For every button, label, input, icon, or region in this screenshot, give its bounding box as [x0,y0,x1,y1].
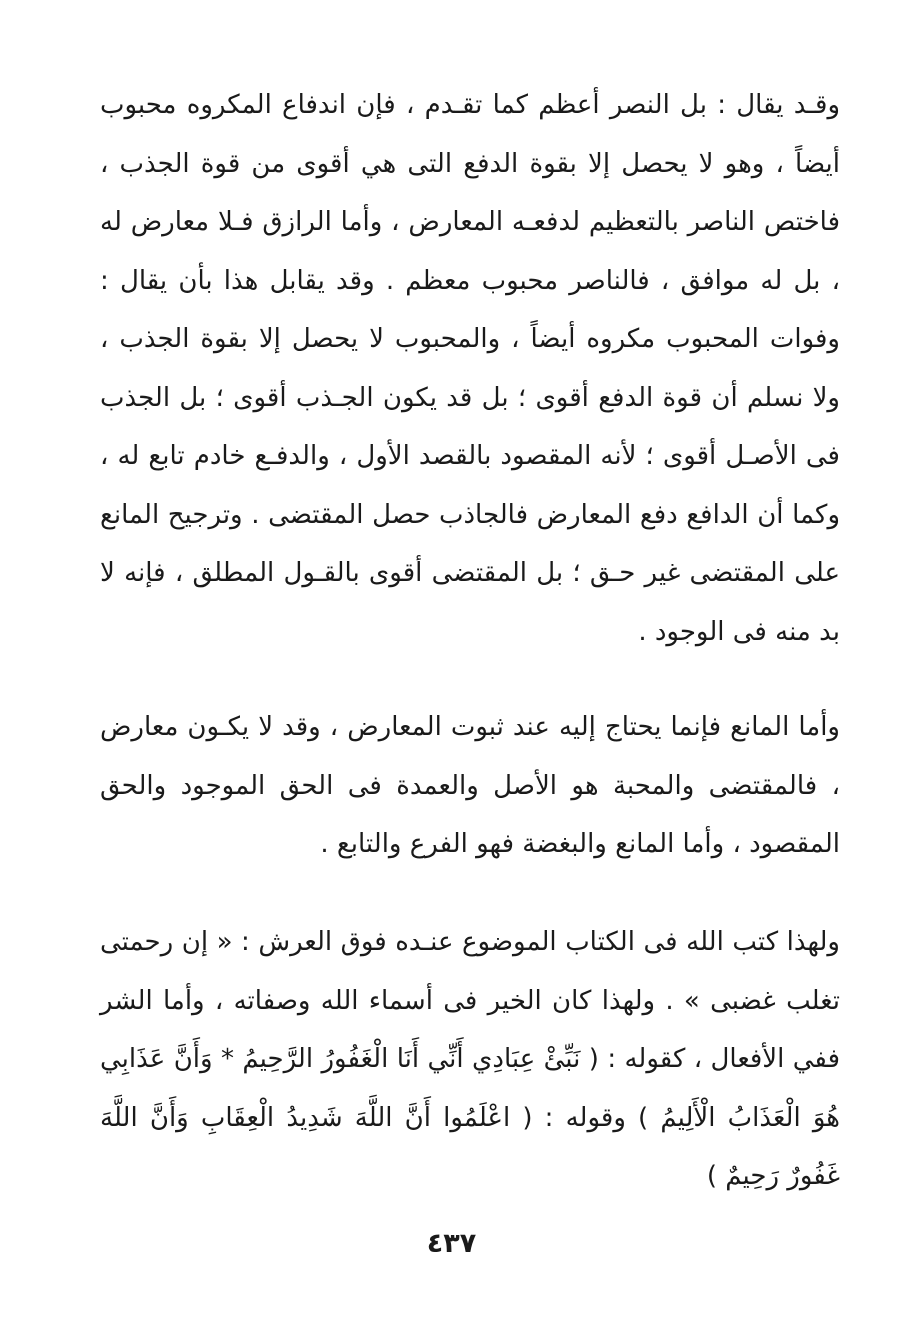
paragraph-1: وقـد يقال : بل النصر أعظم كما تقـدم ، فإن اندفاع المكروه محبوب أيضاً ، وهو لا يحصل إلا بقوة الدفع التى هي أقوى من قوة الجذب ، فاختص الناصر بالتعظيم لدفعـه المعارض ، وأما الرازق فـلا معارض له ، بل له موافق ، فالناصر محبوب معظم . وقد يقابل هذا بأن يقال : وفوات المحبوب مكروه أيضاً ، والمحبوب لا يحصل إلا بقوة الجذب ، ولا نسلم أن قوة الدفع أقوى ؛ بل قد يكون الجـذب أقوى ؛ بل الجذب فى الأصـل أقوى ؛ لأنه المقصود بالقصد الأول ، والدفـع خادم تابع له ، وكما أن الدافع دفع المعارض فالجاذب حصل المقتضى . وترجيح المانع على المقتضى غير حـق ؛ بل المقتضى أقوى بالقـول المطلق ، فإنه لا بد منه فى الوجود . [100,90,840,647]
paragraph-3: ولهذا كتب الله فى الكتاب الموضوع عنـده فوق العرش : « إن رحمتى تغلب غضبى » . ولهذا كان الخير فى أسماء الله وصفاته ، وأما الشر ففي الأفعال ، كقوله : ( نَبِّئْ عِبَادِي أَنِّي أَنَا الْغَفُورُ الرَّحِيمُ * وَأَنَّ عَذَابِي هُوَ الْعَذَابُ الْأَلِيمُ ) وقوله : ( اعْلَمُوا أَنَّ اللَّهَ شَدِيدُ الْعِقَابِ وَأَنَّ اللَّهَ غَفُورٌ رَحِيمٌ ) [100,927,840,1191]
page-number: ٤٣٧ [426,1228,477,1259]
paragraph-2: وأما المانع فإنما يحتاج إليه عند ثبوت المعارض ، وقد لا يكـون معارض ، فالمقتضى والمحبة هو الأصل والعمدة فى الحق الموجود والحق المقصود ، وأما المانع والبغضة فهو الفرع والتابع . [100,712,840,859]
